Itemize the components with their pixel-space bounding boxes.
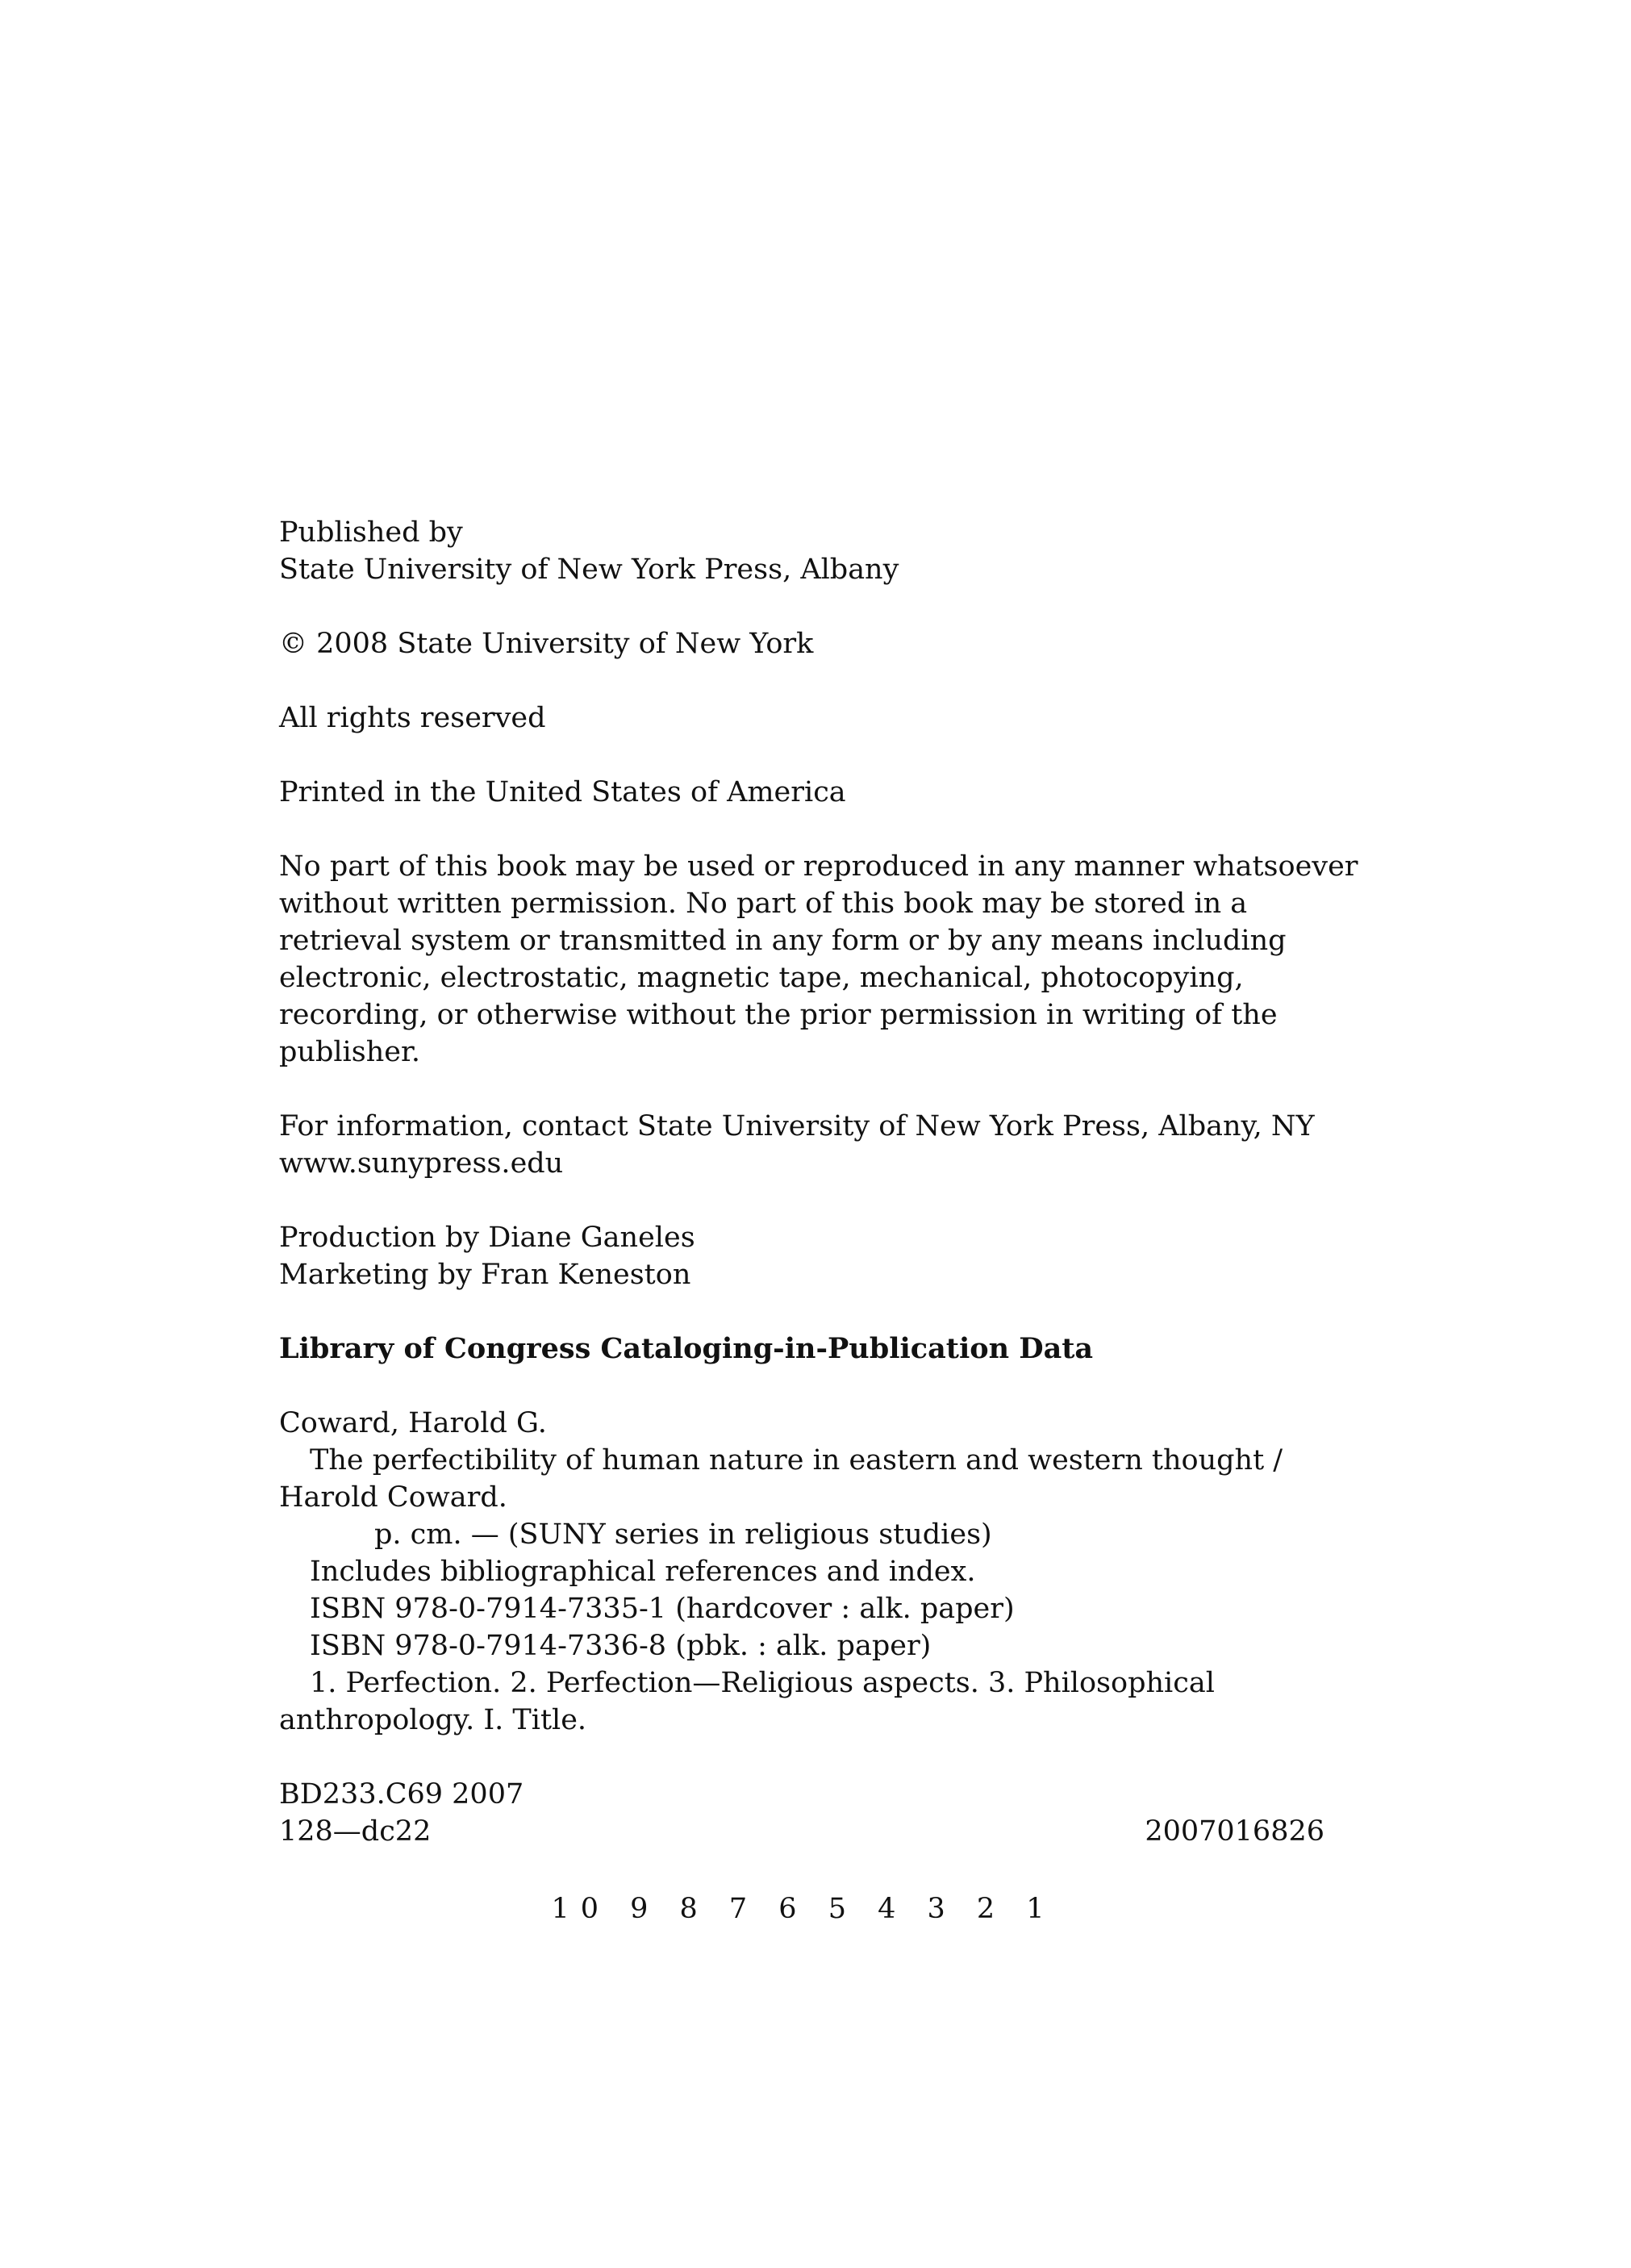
notice-line: recording, or otherwise without the prior permission in writing of the xyxy=(279,999,1278,1031)
dewey-number: 128—dc22 xyxy=(279,1815,432,1848)
marketing-credit: Marketing by Fran Keneston xyxy=(279,1259,691,1291)
cip-record xyxy=(279,1405,1328,1739)
cip-heading: Library of Congress Cataloging-in-Publication Data xyxy=(279,1332,1094,1365)
contact-line: For information, contact State University of New York Press, Albany, NY xyxy=(279,1110,1315,1142)
cip-isbn-paperback: ISBN 978-0-7914-7336-8 (pbk. : alk. paper) xyxy=(310,1630,932,1662)
cip-author: Coward, Harold G. xyxy=(279,1407,547,1439)
cip-subjects-continued: anthropology. I. Title. xyxy=(279,1704,587,1736)
printed-line: Printed in the United States of America xyxy=(279,776,846,808)
print-line: 10 9 8 7 6 5 4 3 2 1 xyxy=(551,1893,1056,1925)
credits-block xyxy=(279,1219,1328,1293)
copyright-page xyxy=(279,514,1358,1925)
notice-line: without written permission. No part of this book may be stored in a xyxy=(279,888,1248,920)
lccn-number: 2007016826 xyxy=(1145,1815,1324,1848)
dewey-lccn-row xyxy=(279,1813,1324,1850)
notice-line: publisher. xyxy=(279,1036,420,1068)
copyright-line: © 2008 State University of New York xyxy=(279,628,814,660)
call-number: BD233.C69 2007 xyxy=(279,1778,524,1811)
rights-line: All rights reserved xyxy=(279,702,546,734)
publisher-url: www.sunypress.edu xyxy=(279,1147,564,1180)
cip-subjects: 1. Perfection. 2. Perfection—Religious aspects. 3. Philosophical xyxy=(310,1667,1215,1699)
cip-title-continued: Harold Coward. xyxy=(279,1481,507,1514)
publisher-name: State University of New York Press, Albany xyxy=(279,553,899,586)
cip-title: The perfectibility of human nature in eastern and western thought / xyxy=(310,1444,1283,1476)
contact-block xyxy=(279,1108,1328,1182)
published-by-label: Published by xyxy=(279,516,463,549)
notice-line: No part of this book may be used or reproduced in any manner whatsoever xyxy=(279,850,1358,883)
cip-series: p. cm. — (SUNY series in religious studies) xyxy=(374,1518,992,1551)
printed-statement xyxy=(279,774,1328,811)
cip-includes: Includes bibliographical references and index. xyxy=(310,1556,976,1588)
cip-heading-block xyxy=(279,1330,1328,1368)
notice-line: retrieval system or transmitted in any form or by any means including xyxy=(279,925,1287,957)
copyright-notice xyxy=(279,625,1328,662)
classification-block xyxy=(279,1776,1328,1850)
cip-isbn-hardcover: ISBN 978-0-7914-7335-1 (hardcover : alk. paper) xyxy=(310,1593,1015,1625)
reproduction-notice xyxy=(279,848,1358,1071)
notice-line: electronic, electrostatic, magnetic tape, mechanical, photocopying, xyxy=(279,962,1244,994)
rights-statement xyxy=(279,700,1328,737)
publisher-block xyxy=(279,514,1328,588)
production-credit: Production by Diane Ganeles xyxy=(279,1222,695,1254)
